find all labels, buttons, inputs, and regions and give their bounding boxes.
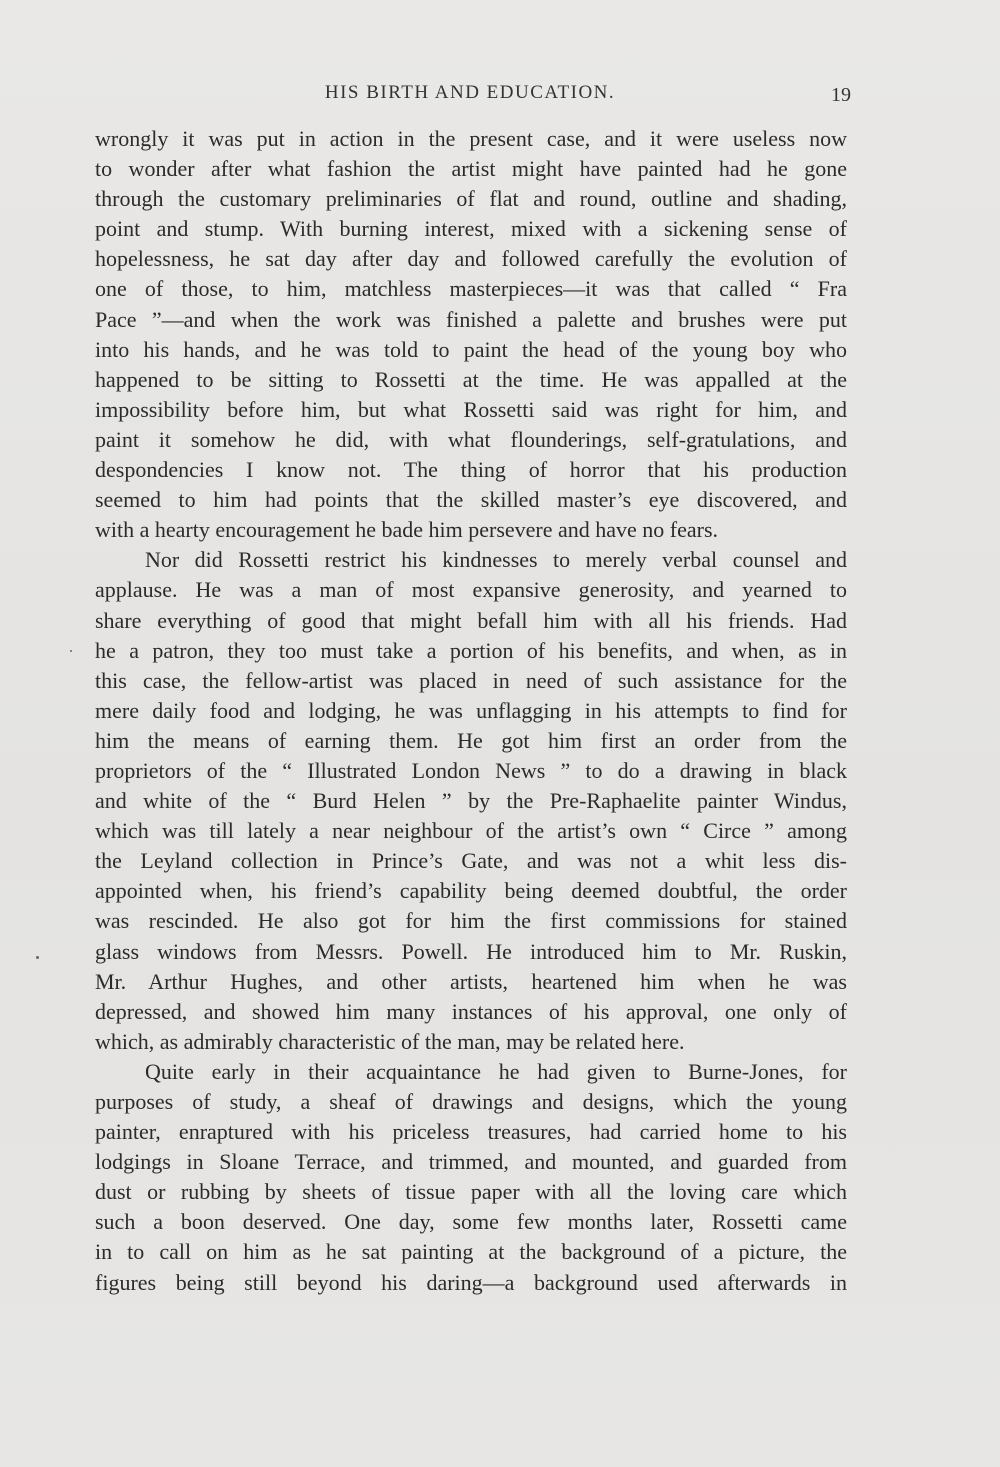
text-line: with a hearty encouragement he bade him persevere and have no fears. xyxy=(95,517,719,543)
text-line: share everything of good that might befall him with all his friends. Had xyxy=(95,607,847,633)
text-line: dust or rubbing by sheets of tissue paper with all the loving care which xyxy=(95,1179,847,1205)
text-line: figures being still beyond his daring—a background used afterwards in xyxy=(95,1269,847,1295)
text-line: lodgings in Sloane Terrace, and trimmed, and mounted, and guarded from xyxy=(95,1149,847,1175)
text-line: Mr. Arthur Hughes, and other artists, heartened him when he was xyxy=(95,968,847,994)
text-line: impossibility before him, but what Rossetti said was right for him, and xyxy=(95,396,847,422)
text-line: Nor did Rossetti restrict his kindnesses to merely verbal counsel and xyxy=(145,547,847,573)
text-line: mere daily food and lodging, he was unflagging in his attempts to find for xyxy=(95,697,847,723)
text-line: paint it somehow he did, with what flounderings, self-gratulations, and xyxy=(95,426,847,452)
text-line: in to call on him as he sat painting at the background of a picture, the xyxy=(95,1239,847,1265)
text-line: Pace ”—and when the work was finished a palette and brushes were put xyxy=(95,306,847,332)
paragraph xyxy=(95,1057,847,1298)
text-line: to wonder after what fashion the artist might have painted had he gone xyxy=(95,156,847,182)
text-line: him the means of earning them. He got him first an order from the xyxy=(95,727,847,753)
text-line: and white of the “ Burd Helen ” by the Pre-Raphaelite painter Windus, xyxy=(95,788,847,814)
text-line: despondencies I know not. The thing of horror that his production xyxy=(95,457,847,483)
text-line: proprietors of the “ Illustrated London News ” to do a drawing in black xyxy=(95,757,847,783)
text-line: applause. He was a man of most expansive generosity, and yearned to xyxy=(95,577,847,603)
text-line: wrongly it was put in action in the present case, and it were useless now xyxy=(95,126,847,151)
print-speck xyxy=(70,650,72,652)
text-line: point and stump. With burning interest, mixed with a sickening sense of xyxy=(95,216,847,242)
text-line: purposes of study, a sheaf of drawings and designs, which the young xyxy=(95,1089,847,1114)
text-line: appointed when, his friend’s capability being deemed doubtful, the order xyxy=(95,878,847,904)
paragraph xyxy=(95,545,847,1057)
text-line: was rescinded. He also got for him the first commissions for stained xyxy=(95,908,847,934)
text-line: which was till lately a near neighbour of the artist’s own “ Circe ” among xyxy=(95,818,847,844)
text-line: he a patron, they too must take a portion of his benefits, and when, as in xyxy=(95,637,847,663)
text-line: such a boon deserved. One day, some few months later, Rossetti came xyxy=(95,1209,847,1235)
text-line: Quite early in their acquaintance he had given to Burne-Jones, for xyxy=(145,1058,847,1084)
running-title: HIS BIRTH AND EDUCATION. xyxy=(324,82,616,103)
text-line: one of those, to him, matchless masterpieces—it was that called “ Fra xyxy=(95,276,847,302)
text-line: seemed to him had points that the skilled master’s eye discovered, and xyxy=(95,487,847,513)
text-line: painter, enraptured with his priceless treasures, had carried home to his xyxy=(95,1119,847,1145)
text-line: depressed, and showed him many instances of his approval, one only of xyxy=(95,998,847,1024)
text-line: into his hands, and he was told to paint the head of the young boy who xyxy=(95,336,847,362)
text-line: which, as admirably characteristic of the man, may be related here. xyxy=(95,1028,685,1054)
text-line: the Leyland collection in Prince’s Gate, and was not a whit less dis- xyxy=(95,848,847,874)
page-number: 19 xyxy=(831,84,851,106)
running-head xyxy=(95,82,851,112)
text-line: through the customary preliminaries of flat and round, outline and shading, xyxy=(95,186,847,212)
text-line: glass windows from Messrs. Powell. He introduced him to Mr. Ruskin, xyxy=(95,938,847,964)
body-text xyxy=(95,124,847,1298)
text-line: this case, the fellow-artist was placed in need of such assistance for the xyxy=(95,667,847,693)
paragraph xyxy=(95,124,847,545)
text-line: happened to be sitting to Rossetti at the time. He was appalled at the xyxy=(95,366,847,392)
print-speck xyxy=(36,956,39,959)
text-line: hopelessness, he sat day after day and followed carefully the evolution of xyxy=(95,246,847,272)
